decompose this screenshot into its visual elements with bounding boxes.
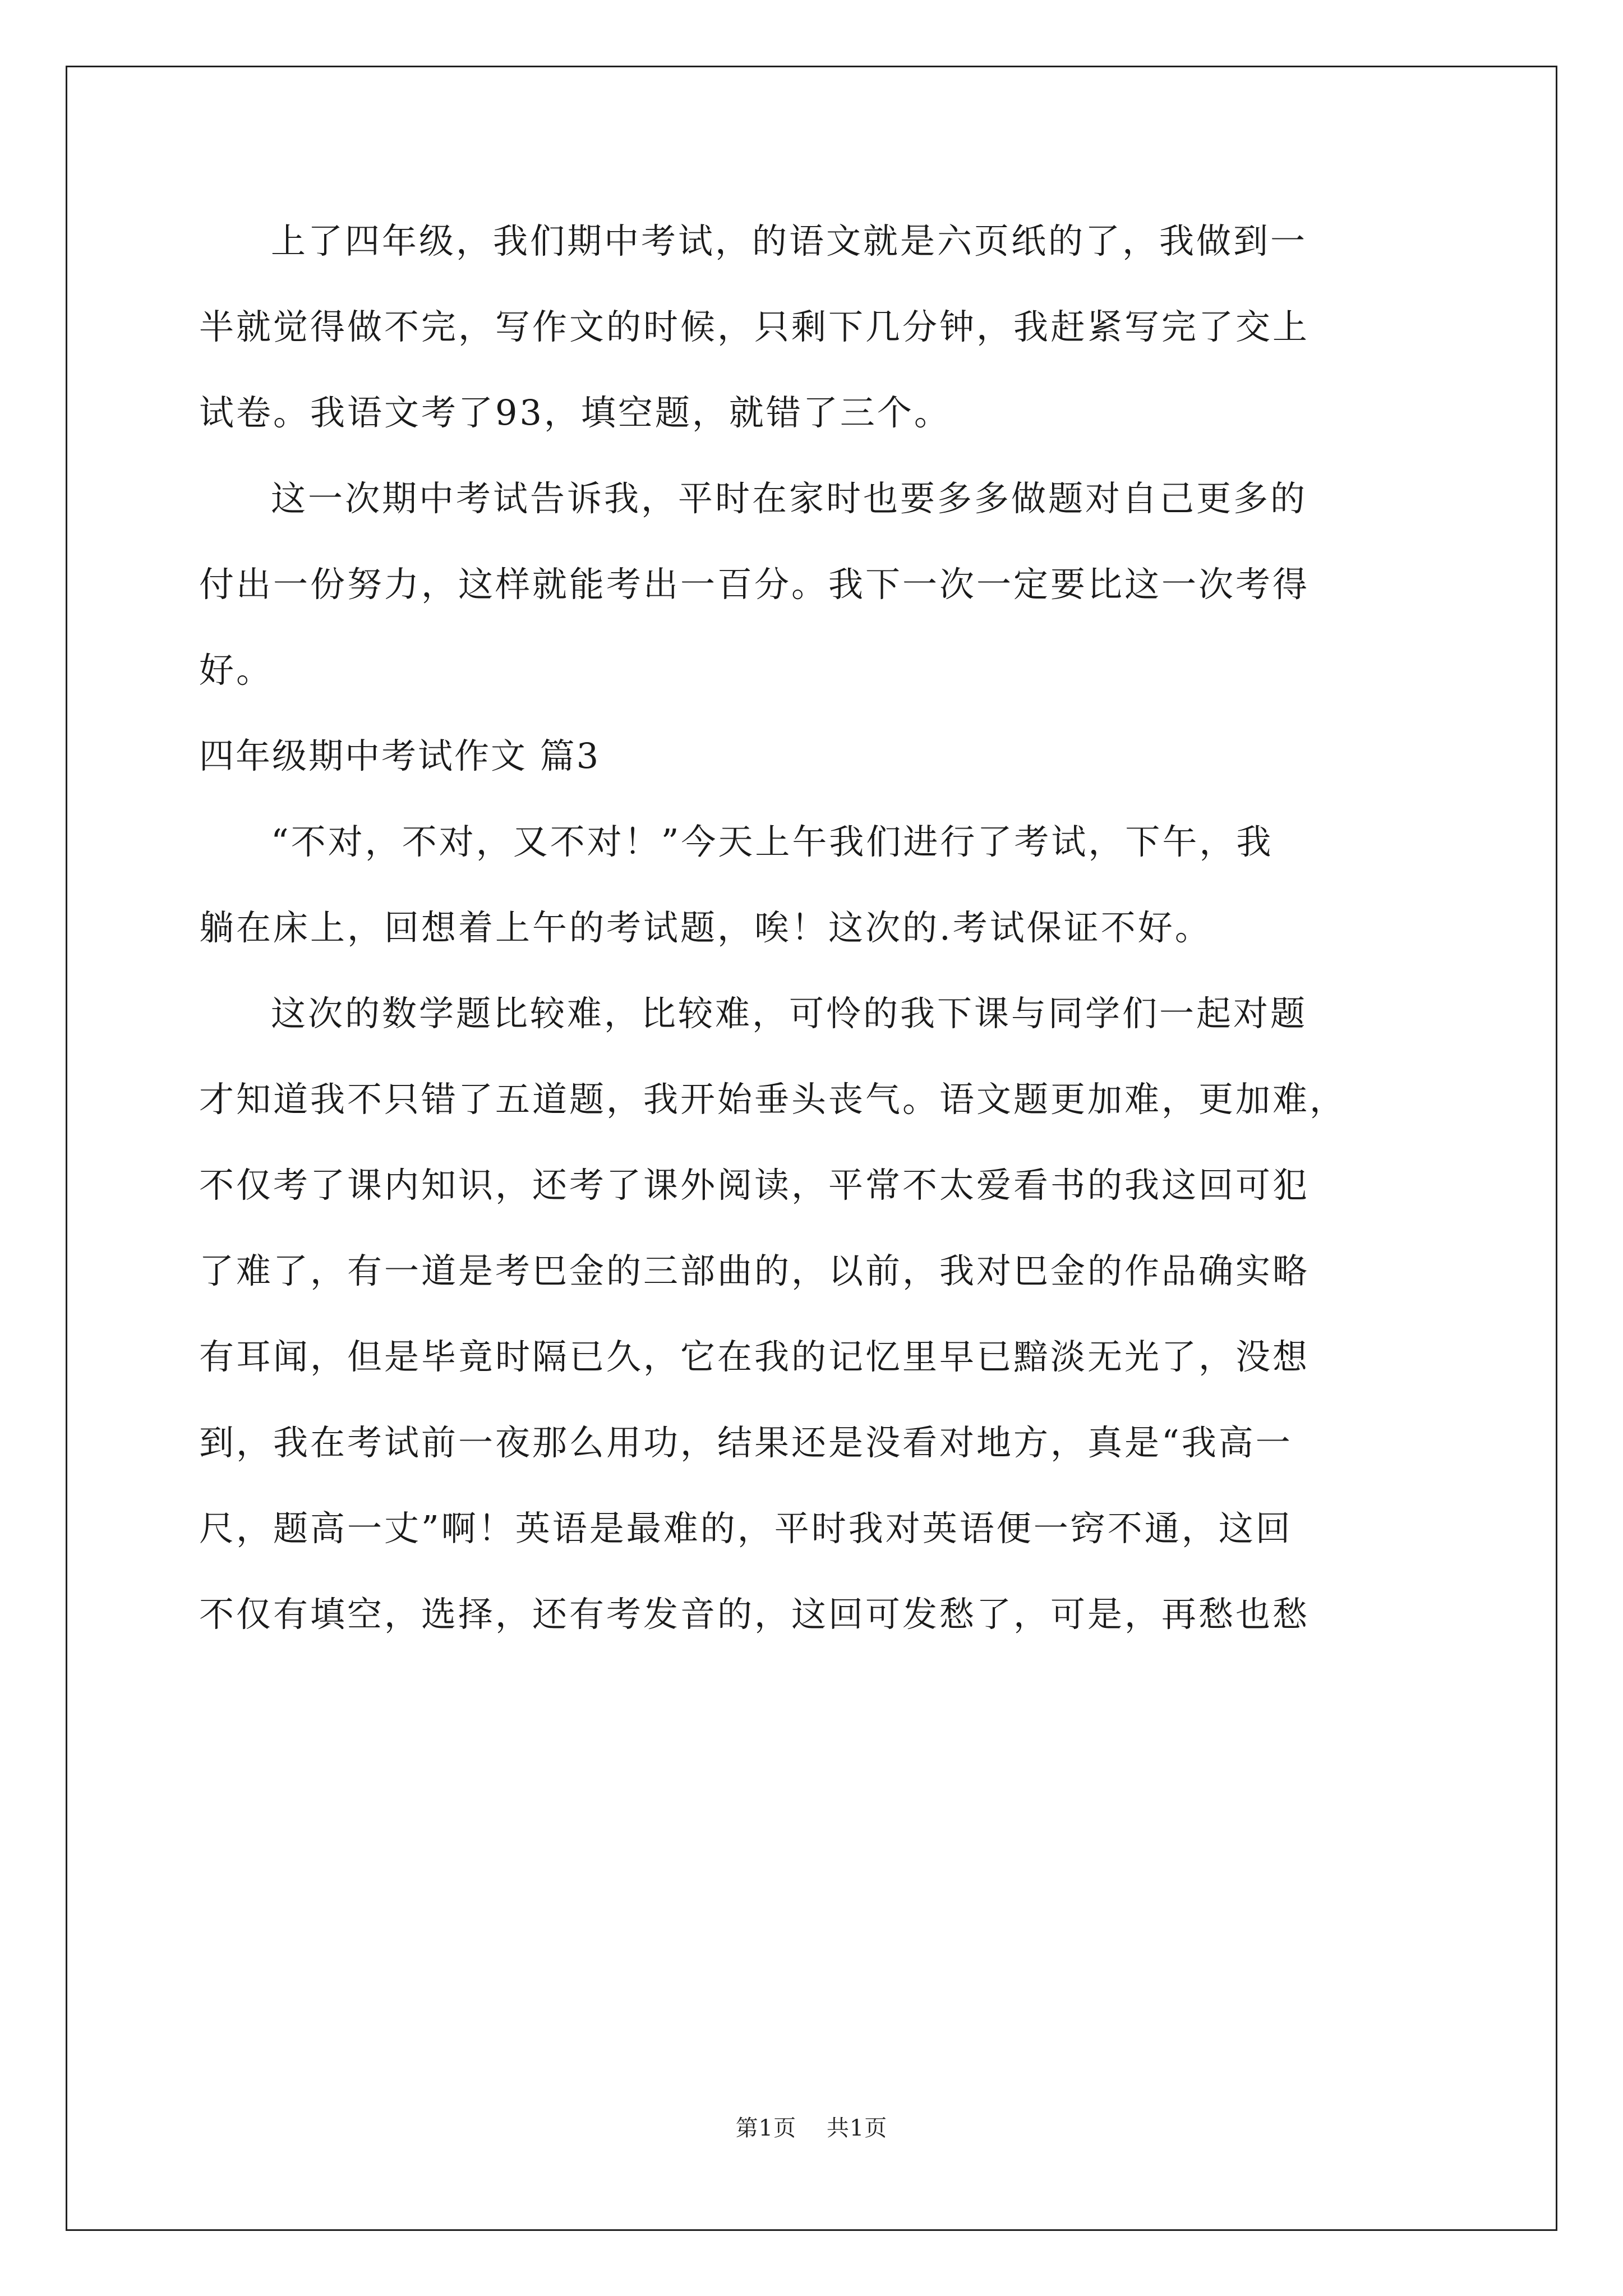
paragraph-line: 有耳闻，但是毕竟时隔已久，它在我的记忆里早已黯淡无光了，没想 bbox=[199, 1336, 1310, 1377]
page-total: 共1页 bbox=[826, 2115, 888, 2141]
document-body bbox=[199, 222, 1433, 1681]
paragraph-line: 这一次期中考试告诉我，平时在家时也要多多做题对自己更多的 bbox=[271, 478, 1308, 519]
paragraph-line: 半就觉得做不完，写作文的时候，只剩下几分钟，我赶紧写完了交上 bbox=[199, 306, 1310, 347]
paragraph-2 bbox=[199, 479, 1433, 737]
paragraph-line: 不仅考了课内知识，还考了课外阅读，平常不太爱看书的我这回可犯 bbox=[199, 1165, 1310, 1205]
paragraph-line: 这次的数学题比较难，比较难，可怜的我下课与同学们一起对题 bbox=[271, 993, 1308, 1034]
paragraph-line: 试卷。我语文考了93，填空题，就错了三个。 bbox=[199, 392, 951, 433]
paragraph-4 bbox=[199, 994, 1433, 1681]
paragraph-3 bbox=[199, 822, 1433, 994]
paragraph-line: 尺，题高一丈”啊！英语是最难的，平时我对英语便一窍不通，这回 bbox=[199, 1508, 1293, 1549]
paragraph-1 bbox=[199, 222, 1433, 479]
paragraph-line: 好。 bbox=[199, 650, 274, 691]
section-heading: 四年级期中考试作文 篇3 bbox=[199, 735, 601, 776]
paragraph-line: 付出一份努力，这样就能考出一百分。我下一次一定要比这一次考得 bbox=[199, 564, 1310, 605]
paragraph-line: 不仅有填空，选择，还有考发音的，这回可发愁了，可是，再愁也愁 bbox=[199, 1594, 1310, 1635]
paragraph-line: “不对，不对，又不对！”今天上午我们进行了考试，下午，我 bbox=[271, 821, 1274, 862]
paragraph-line: 上了四年级，我们期中考试，的语文就是六页纸的了，我做到一 bbox=[271, 220, 1308, 261]
paragraph-line: 躺在床上，回想着上午的考试题，唉！这次的.考试保证不好。 bbox=[199, 907, 1212, 948]
paragraph-line: 到，我在考试前一夜那么用功，结果还是没看对地方，真是“我高一 bbox=[199, 1422, 1293, 1463]
paragraph-line: 了难了，有一道是考巴金的三部曲的，以前，我对巴金的作品确实略 bbox=[199, 1250, 1310, 1291]
paragraph-line: 才知道我不只错了五道题，我开始垂头丧气。语文题更加难，更加难， bbox=[199, 1079, 1347, 1120]
page-footer bbox=[0, 2110, 1623, 2142]
page-number: 第1页 bbox=[735, 2115, 797, 2141]
